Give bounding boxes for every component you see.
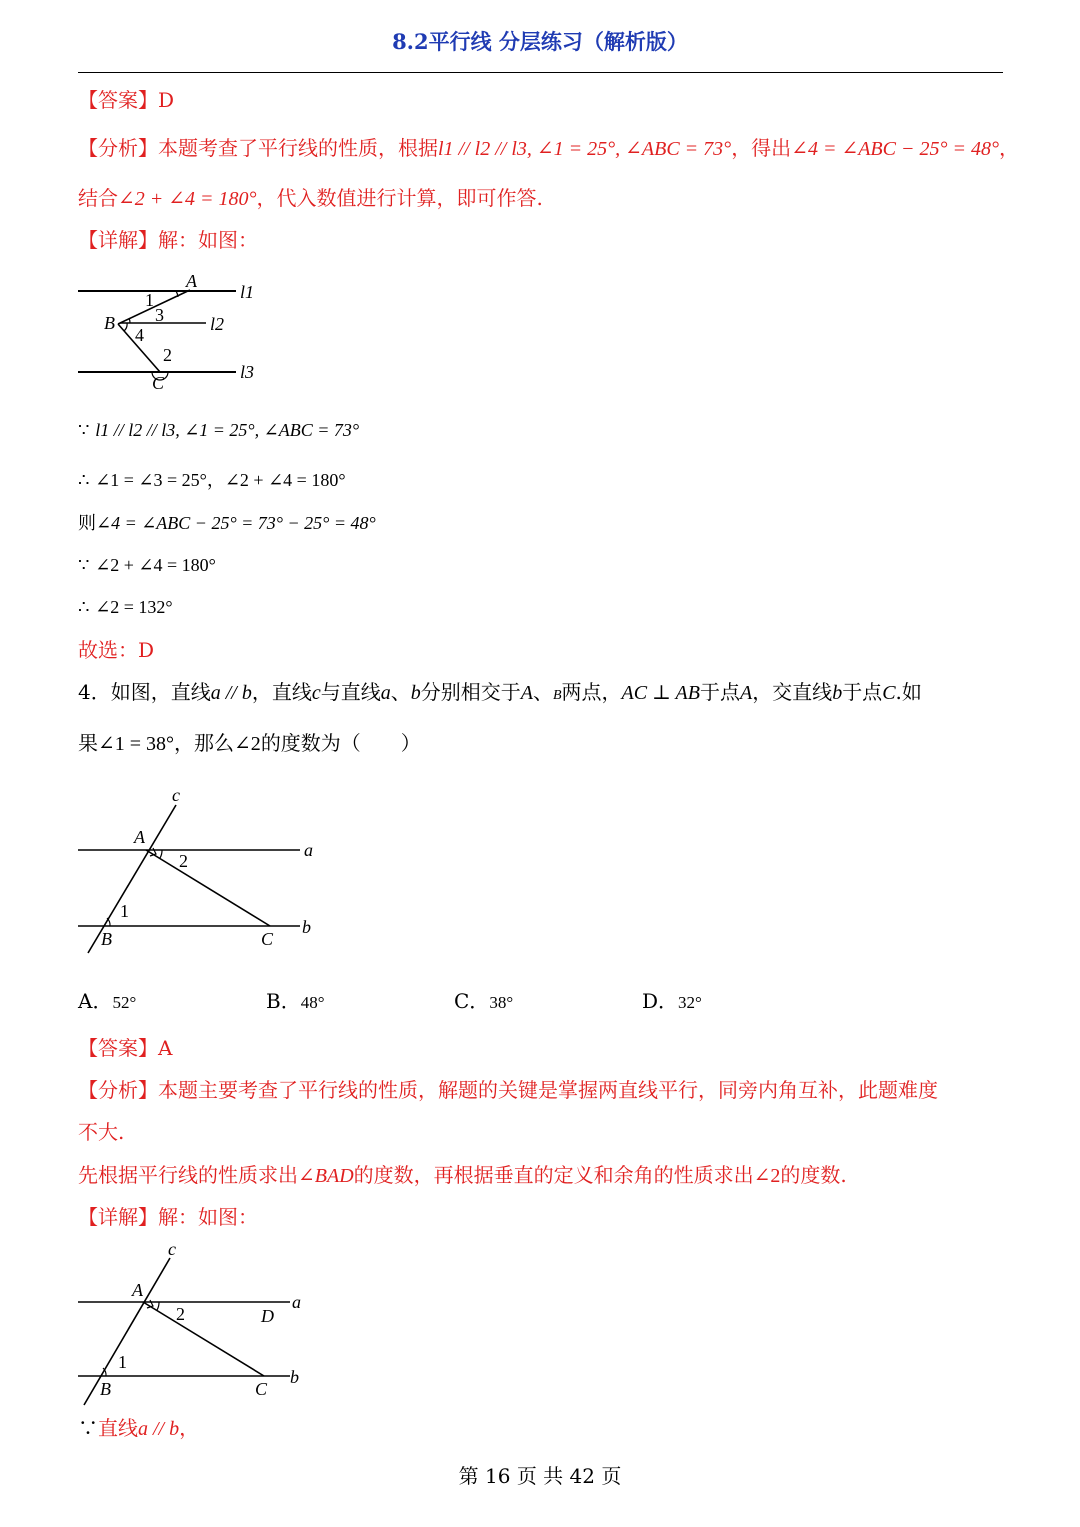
- q4-option-b-letter: B．: [266, 989, 301, 1013]
- q4-stem-1b: a // b: [210, 682, 252, 704]
- header-divider: [78, 72, 1003, 73]
- q4-analysis-line-1: [78, 1076, 938, 1104]
- q4-analysis-label: 【分析】: [78, 1078, 158, 1102]
- q3-fig-label-2: 2: [163, 345, 172, 365]
- q4-stem-line-2: [78, 729, 421, 758]
- q3-analysis2-post: ，代入数值进行计算，即可作答.: [256, 186, 543, 210]
- angle-arc-2: [160, 850, 162, 858]
- q4-option-c-value: 38°: [489, 993, 514, 1012]
- q4-stem-1a: 如图，直线: [110, 680, 211, 704]
- q4s-fig-label-a-point: A: [132, 1280, 143, 1300]
- q3-step2-math: ∠1 = ∠3 = 25°，∠2 + ∠4 = 180°: [95, 470, 346, 490]
- q4-stem-1g: 、: [390, 680, 411, 704]
- q3-analysis-line-2: [78, 184, 543, 213]
- q3-step3-math: ∠4 = ∠ABC − 25° = 73° − 25° = 48°: [96, 513, 376, 533]
- q4-option-a[interactable]: [78, 985, 136, 1014]
- q3-fig-label-b: B: [104, 313, 115, 333]
- q4-stem-1p: A: [739, 682, 753, 704]
- page-header-title: 8.2平行线 分层练习（解析版）: [392, 29, 688, 54]
- q4-fig-label-b-line: b: [302, 917, 311, 937]
- q4-analysis-3b: ∠BAD: [298, 1165, 354, 1187]
- segment-ac: [146, 850, 270, 926]
- q4-option-d-value: 32°: [678, 993, 702, 1012]
- q4-stem-1j: A: [520, 682, 533, 704]
- q4-analysis-3c: 的度数，再根据垂直的定义和余角的性质求出: [353, 1163, 754, 1187]
- q4-option-a-value: 52°: [112, 993, 137, 1012]
- q4-analysis-1: 本题主要考查了平行线的性质，解题的关键是掌握两直线平行，同旁内角互补，此题难度: [158, 1078, 938, 1102]
- q4-fig-label-b-point: B: [101, 929, 112, 949]
- q3-fig-label-4: 4: [135, 325, 144, 345]
- q4-analysis-line-3: [78, 1161, 847, 1190]
- q4-stem-1u: .如: [895, 680, 922, 704]
- q4-stem-1t: C: [882, 682, 896, 704]
- q4-stem-1i: 分别相交于: [420, 680, 521, 704]
- q4-option-d[interactable]: [642, 985, 702, 1014]
- q4s-fig-label-b-line: b: [290, 1367, 299, 1387]
- q4-stem-1m: 两点，: [561, 680, 622, 704]
- q4-solution-figure: [70, 1240, 330, 1410]
- q3-step4-math: ∠2 + ∠4 = 180°: [95, 555, 216, 575]
- line-c: [84, 1258, 170, 1405]
- q4-stem-1q: ，交直线: [752, 680, 833, 704]
- q4-option-a-letter: A．: [78, 989, 113, 1013]
- q4-stem-2c: ，那么: [174, 731, 235, 755]
- q4-analysis-3e: 的度数.: [780, 1163, 847, 1187]
- q4-fig-label-c-point: C: [261, 929, 274, 949]
- q4s-fig-label-a-line: a: [292, 1292, 301, 1312]
- q3-step-5: [78, 593, 173, 622]
- q3-step-3: [78, 509, 376, 538]
- q3-choice: 故选：D: [78, 638, 155, 662]
- q4s-fig-label-1: 1: [118, 1352, 127, 1372]
- angle-arc-1: [107, 918, 110, 926]
- q4-figure: [70, 785, 330, 955]
- q3-analysis-text: 本题考查了平行线的性质，根据: [158, 136, 438, 160]
- q4-stem-1h: b: [410, 682, 421, 704]
- q4-last-math: a // b: [138, 1418, 180, 1440]
- segment-ac: [143, 1302, 264, 1376]
- q4-number: 4．: [78, 680, 111, 704]
- q4-last-line: [78, 1414, 199, 1443]
- q3-detail-text: 解：如图：: [158, 228, 258, 252]
- q4s-fig-label-2: 2: [176, 1304, 185, 1324]
- q4-detail-text: 解：如图：: [158, 1205, 258, 1229]
- q4s-fig-label-b-point: B: [100, 1379, 111, 1399]
- q4-fig-label-2: 2: [179, 851, 188, 871]
- q3-step5-math: ∠2 = 132°: [95, 597, 173, 617]
- q3-fig-label-1: 1: [145, 290, 154, 310]
- q4-stem-1e: 与直线: [320, 680, 381, 704]
- q3-analysis-line-1: [78, 134, 1019, 163]
- q3-step-1: [78, 416, 359, 445]
- q4-last-symbol: ∵: [78, 1416, 98, 1440]
- q4-fig-label-1: 1: [120, 901, 129, 921]
- q4-option-c-letter: C．: [454, 989, 490, 1013]
- q3-analysis2-math: ∠2 + ∠4 = 180°: [118, 188, 257, 210]
- q4-stem-1c: ，直线: [251, 680, 312, 704]
- q3-step1-math: l1 // l2 // l3, ∠1 = 25°, ∠ABC = 73°: [95, 420, 360, 440]
- q3-fig-label-l2: l2: [210, 314, 225, 334]
- q4-stem-1o: 于点: [699, 680, 740, 704]
- q4-fig-label-a-line: a: [304, 840, 313, 860]
- q3-analysis-mid: ，得出: [731, 136, 792, 160]
- q3-step1-symbol: ∵: [78, 420, 90, 441]
- q4s-fig-label-d: D: [261, 1306, 274, 1326]
- q3-analysis-given: l1 // l2 // l3, ∠1 = 25°, ∠ABC = 73°: [438, 138, 732, 160]
- q3-answer-value: D: [158, 88, 175, 112]
- q3-fig-label-c: C: [152, 373, 165, 393]
- q4-stem-1d: c: [311, 682, 321, 704]
- q4-analysis-3d: ∠2: [753, 1165, 781, 1187]
- angle-arc-4: [124, 323, 127, 331]
- q4-stem-1l: B: [552, 688, 562, 703]
- q3-detail-label: 【详解】: [78, 228, 158, 252]
- q4-option-b[interactable]: [266, 985, 325, 1014]
- q4-stem-2b: ∠1 = 38°: [98, 733, 175, 755]
- q4-stem-1k: 、: [532, 680, 553, 704]
- q3-analysis2-pre: 结合: [78, 186, 118, 210]
- right-angle-mark: [147, 1300, 153, 1308]
- q3-analysis-derived: ∠4 = ∠ABC − 25° = 48°: [791, 138, 999, 160]
- q3-fig-label-a: A: [186, 271, 197, 291]
- q3-step-2: [78, 466, 346, 495]
- q3-detail-line: [78, 226, 258, 254]
- q3-step5-symbol: ∴: [78, 597, 90, 618]
- q4-stem-2d: ∠2: [234, 733, 261, 755]
- q3-analysis-label: 【分析】: [78, 136, 158, 160]
- q4-fig-label-c: c: [172, 785, 180, 805]
- q4-answer-label: 【答案】: [78, 1036, 158, 1060]
- page-footer: 第 16 页 共 42 页: [458, 1464, 622, 1488]
- q4-option-c[interactable]: [454, 985, 513, 1014]
- q4-stem-line-1: [78, 678, 922, 710]
- q4-analysis-3a: 先根据平行线的性质求出: [78, 1163, 298, 1187]
- q4s-fig-label-c: c: [168, 1240, 176, 1259]
- q4-stem-1r: b: [832, 682, 843, 704]
- q4-stem-2e: 的度数为（ ）: [260, 731, 421, 755]
- q4-answer-line: [78, 1034, 172, 1062]
- q3-fig-label-l1: l1: [240, 282, 255, 302]
- q3-analysis-end: ，: [998, 136, 1019, 160]
- q4-stem-2a: 果: [78, 731, 98, 755]
- q4-answer-value: A: [158, 1036, 173, 1060]
- q4-option-d-letter: D．: [642, 989, 679, 1013]
- q4-analysis-line-2: 不大.: [78, 1120, 125, 1144]
- q3-answer-label: 【答案】: [78, 88, 158, 112]
- q3-fig-label-l3: l3: [240, 362, 255, 382]
- q3-step-4: [78, 551, 216, 580]
- q4-last-end: ，: [179, 1416, 200, 1440]
- q4-fig-label-a-point: A: [134, 827, 145, 847]
- q4-stem-1f: a: [380, 682, 391, 704]
- q3-step2-symbol: ∴: [78, 470, 90, 491]
- q4-option-b-value: 48°: [300, 993, 325, 1012]
- q4-stem-1n: AC ⊥ AB: [621, 682, 700, 704]
- q3-answer-line: [78, 86, 174, 114]
- q3-step4-symbol: ∵: [78, 555, 90, 576]
- q4s-fig-label-c-point: C: [255, 1379, 268, 1399]
- angle-arc-2: [157, 1302, 159, 1310]
- q3-step3-symbol: 则: [78, 513, 96, 534]
- q4-detail-label: 【详解】: [78, 1205, 158, 1229]
- q4-stem-1s: 于点: [842, 680, 883, 704]
- q4-detail-line: [78, 1203, 258, 1231]
- q4-last-text: 直线: [98, 1416, 138, 1440]
- q3-figure: [70, 268, 270, 393]
- q3-fig-label-3: 3: [155, 305, 164, 325]
